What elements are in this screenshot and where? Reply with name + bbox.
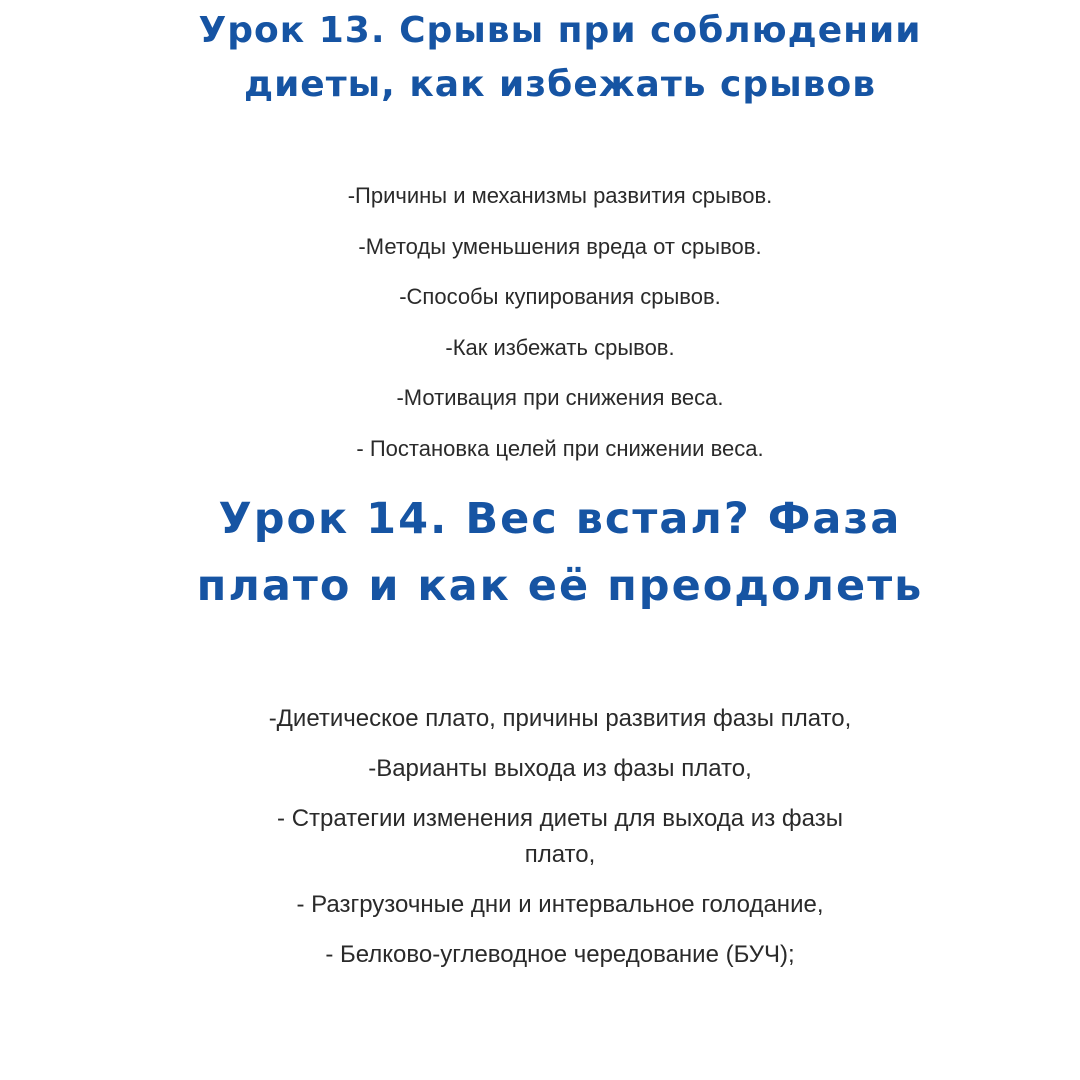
lesson-13-topic: -Способы купирования срывов. xyxy=(399,284,721,309)
lesson-14-topic: - Стратегии изменения диеты для выхода из фазы плато, xyxy=(277,805,843,868)
lesson-14-topic: -Варианты выхода из фазы плато, xyxy=(368,755,752,782)
lesson-13-title: Урок 13. Срывы при соблюдении диеты, как избежать срывов xyxy=(198,10,922,105)
lesson-13-topic: -Причины и механизмы развития срывов. xyxy=(347,183,773,208)
lesson-13-topic: -Как избежать срывов. xyxy=(445,334,675,360)
lesson-14-topic: - Разгрузочные дни и интервальное голодание, xyxy=(296,891,824,918)
lesson-13-topic: -Мотивация при снижения веса. xyxy=(396,385,724,410)
lesson-14-topic: -Диетическое плато, причины развития фазы плато, xyxy=(268,705,852,732)
lesson-14-topic: - Белково-углеводное чередование (БУЧ); xyxy=(325,941,795,968)
lesson-14-title: Урок 14. Вес встал? Фаза плато и как её преодолеть xyxy=(196,494,924,611)
lesson-14-topics xyxy=(240,701,880,987)
lesson-13-topic: -Методы уменьшения вреда от срывов. xyxy=(358,233,762,259)
lesson-13-topic: - Постановка целей при снижении веса. xyxy=(356,435,764,461)
lesson-13-topics xyxy=(240,177,880,480)
